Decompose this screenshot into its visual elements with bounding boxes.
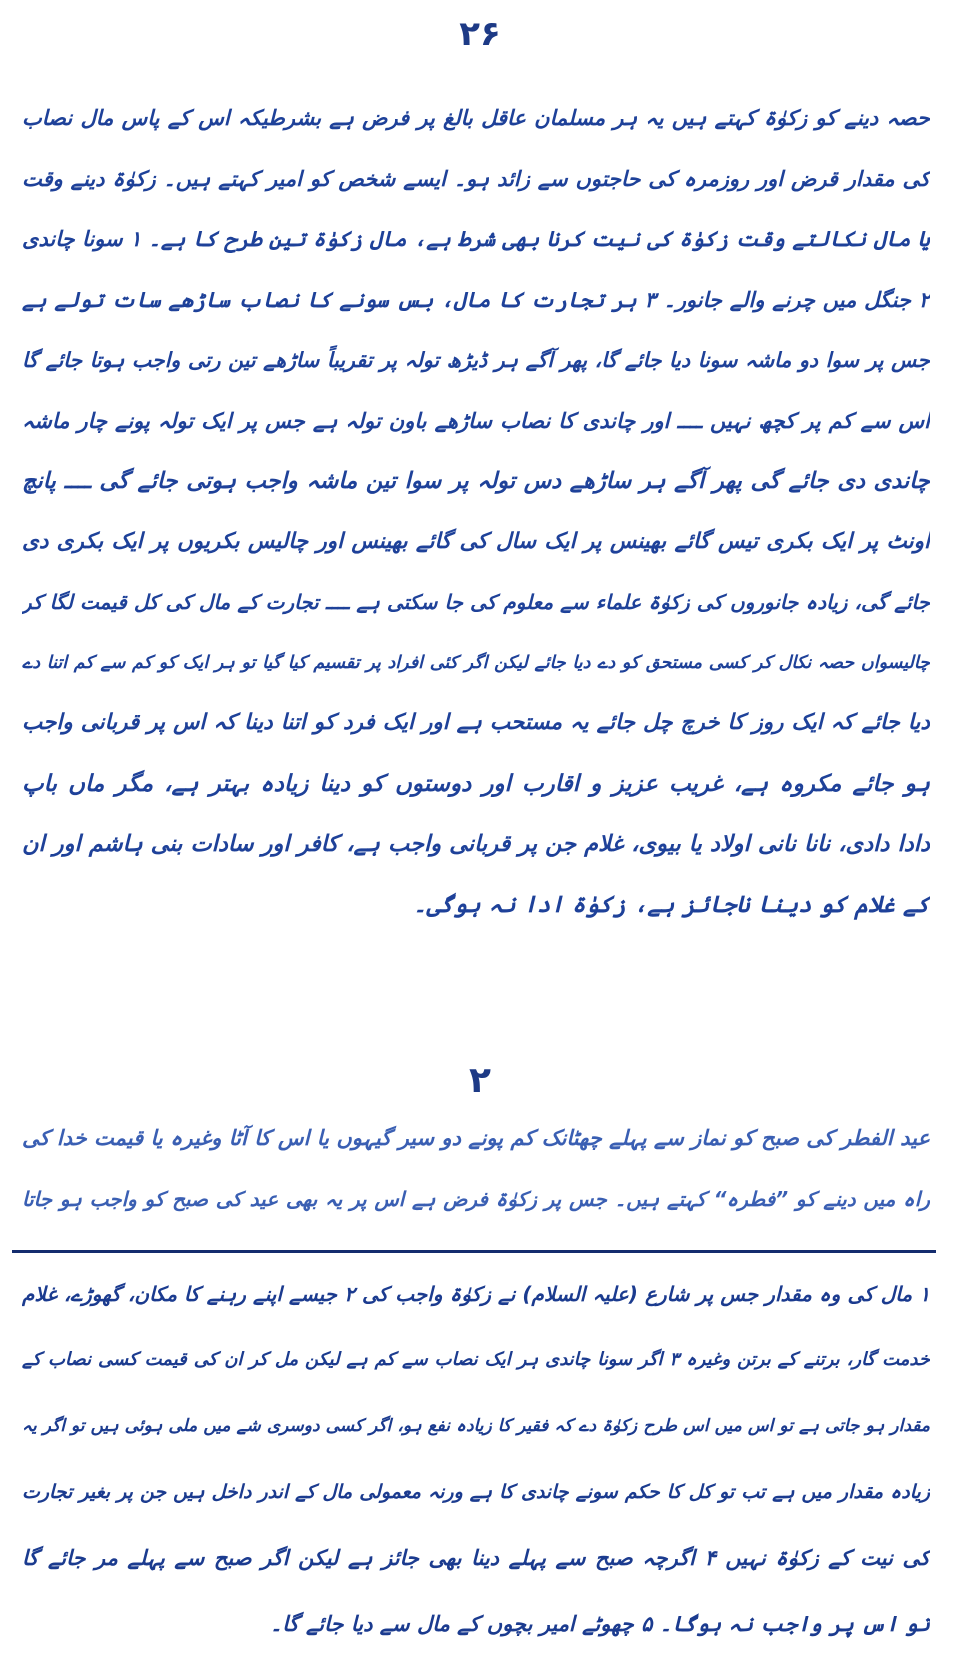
footnote-line: کی نیت کے زکوٰۃ نہیں ۴ اگرچہ صبح سے پہلے دینا بھی جائز ہے لیکن اگر صبح سے پہلے مر جائے گا: [22, 1546, 930, 1570]
footnote-line: خدمت گار، برتنے کے برتن وغیرہ ۳ اگر سونا چاندی ہر ایک نصاب سے کم ہے لیکن مل کر ان کی قیمت کسی نصاب کے: [22, 1349, 930, 1370]
text-line: چاندی دی جائے گی پھر آگے ہر ساڑھے دس تولہ پر سوا تین ماشہ واجب ہوتی جائے گی ــــ پانچ: [22, 468, 930, 494]
text-line: عید الفطر کی صبح کو نماز سے پہلے چھٹانک کم پونے دو سیر گیہوں یا اس کا آٹا وغیرہ یا قیمت خدا کی: [22, 1126, 930, 1150]
section-number: ۲: [469, 1060, 491, 1101]
footnotes: [22, 1262, 930, 1658]
text-line: یا مال نکالتے وقت زکوٰۃ کی نیت کرنا بھی شرط ہے، مال زکوٰۃ تین طرح کا ہے۔ ۱ سونا چاندی: [22, 227, 930, 251]
text-line: ۲ جنگل میں چرنے والے جانور۔ ۳ ہر تجارت کا مال، بس سونے کا نصاب ساڑھے سات تولے ہے: [22, 287, 930, 312]
text-line: جائے گی، زیادہ جانوروں کی زکوٰۃ علماء سے معلوم کی جا سکتی ہے ــــ تجارت کے مال کی کل قیمت لگا کر: [22, 590, 930, 614]
text-line: اس سے کم پر کچھ نہیں ــــ اور چاندی کا نصاب ساڑھے باون تولہ ہے جس پر ایک تولہ پونے چار ماشہ: [22, 408, 930, 433]
text-line: جس پر سوا دو ماشہ سونا دیا جائے گا، پھر آگے ہر ڈیڑھ تولہ پر تقریباً ساڑھے تین رتی واجب ہوتا جائے گا: [22, 348, 930, 372]
fitrah-paragraph: [22, 1108, 930, 1229]
footnote-line: زیادہ مقدار میں ہے تب تو کل کا حکم سونے چاندی کا ہے ورنہ معمولی مال کے اندر داخل ہیں جن پر بغیر تجارت: [22, 1481, 930, 1503]
text-line: کی مقدار قرض اور روزمرہ کی حاجتوں سے زائد ہو۔ ایسے شخص کو امیر کہتے ہیں۔ زکوٰۃ دینے وقت: [22, 166, 930, 191]
footnote-line: مقدار ہو جاتی ہے تو اس میں اس طرح زکوٰۃ دے کہ فقیر کا زیادہ نفع ہو، اگر کسی دوسری شے میں ملی ہوئی ہیں تو اگر یہ: [22, 1416, 930, 1436]
text-line: راہ میں دینے کو ”فطرہ“ کہتے ہیں۔ جس پر زکوٰۃ فرض ہے اس پر یہ بھی عید کی صبح کو واجب ہو جاتا: [22, 1186, 930, 1211]
text-line: چالیسواں حصہ نکال کر کسی مستحق کو دے دیا جائے لیکن اگر کئی افراد پر تقسیم کیا گیا تو ہر ایک کو کم سے کم اتنا دے: [22, 652, 930, 673]
text-line: حصہ دینے کو زکوٰۃ کہتے ہیں یہ ہر مسلمان عاقل بالغ پر فرض ہے بشرطیکہ اس کے پاس مال نصاب: [22, 106, 930, 130]
text-line: دیا جائے کہ ایک روز کا خرچ چل جائے یہ مستحب ہے اور ایک فرد کو اتنا دینا کہ اس پر قربانی واجب: [22, 710, 930, 735]
footnote-divider: [12, 1250, 936, 1253]
footnote-line: ۱ مال کی وہ مقدار جس پر شارع (علیہ السلام) نے زکوٰۃ واجب کی ۲ جیسے اپنے رہنے کا مکان، گھوڑے، غلام: [22, 1282, 930, 1306]
text-line: اونٹ پر ایک بکری تیس گائے بھینس پر ایک سال کی گائے بھینس اور چالیس بکریوں پر ایک بکری دی: [22, 528, 930, 554]
page-number: ۲۶: [459, 14, 501, 54]
text-line: ہو جائے مکروہ ہے، غریب عزیز و اقارب اور دوستوں کو دینا زیادہ بہتر ہے، مگر ماں باپ: [22, 770, 930, 797]
footnote-line: تو اس پر واجب نہ ہوگا۔ ۵ چھوٹے امیر بچوں کے مال سے دیا جائے گا۔: [269, 1612, 930, 1636]
zakat-paragraph: [22, 88, 930, 935]
text-line: دادا دادی، نانا نانی اولاد یا بیوی، غلام جن پر قربانی واجب ہے، کافر اور سادات بنی ہاشم اور ان: [22, 831, 930, 857]
text-line: کے غلام کو دینا ناجائز ہے، زکوٰۃ ادا نہ ہوگی۔: [413, 891, 930, 918]
